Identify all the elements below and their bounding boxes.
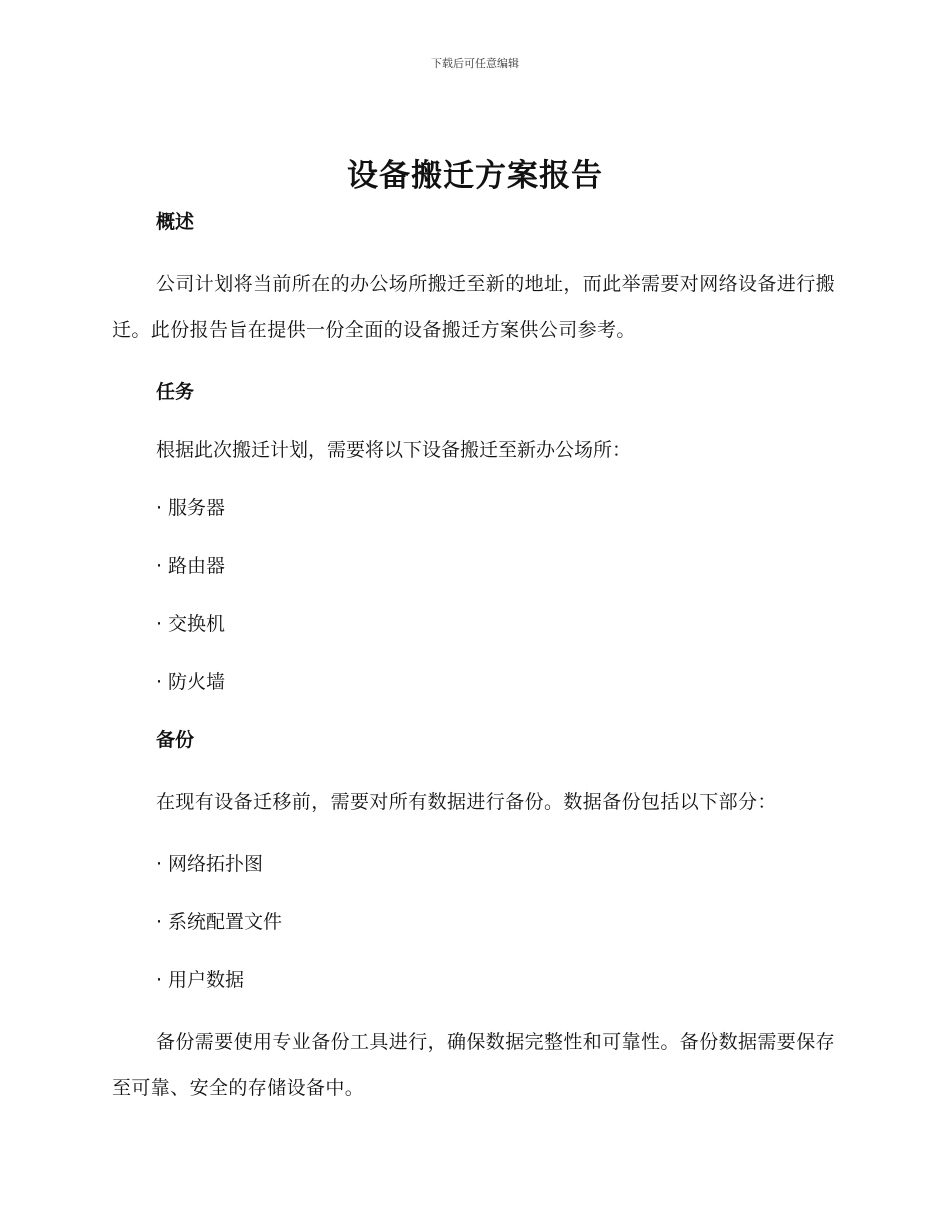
backup-intro: 在现有设备迁移前，需要对所有数据进行备份。数据备份包括以下部分：	[156, 791, 777, 813]
document-body	[112, 205, 842, 1111]
list-item	[112, 491, 842, 525]
list-item	[112, 549, 842, 583]
section-heading-overview: 概述	[156, 211, 195, 233]
list-item-text: 用户数据	[168, 969, 245, 991]
bullet-marker: ·	[156, 911, 163, 933]
overview-paragraph: 公司计划将当前所在的办公场所搬迁至新的地址，而此举需要对网络设备进行搬迁。此份报告旨在提供一份全面的设备搬迁方案供公司参考。	[112, 273, 836, 341]
list-item-text: 服务器	[168, 497, 226, 519]
section-heading-tasks: 任务	[156, 381, 195, 403]
backup-closing: 备份需要使用专业备份工具进行，确保数据完整性和可靠性。备份数据需要保存至可靠、安全的存储设备中。	[112, 1031, 836, 1099]
list-item	[112, 905, 842, 939]
tasks-intro: 根据此次搬迁计划，需要将以下设备搬迁至新办公场所：	[156, 439, 632, 461]
list-item	[112, 665, 842, 699]
bullet-marker: ·	[156, 555, 163, 577]
bullet-marker: ·	[156, 497, 163, 519]
list-item	[112, 847, 842, 881]
bullet-marker: ·	[156, 969, 163, 991]
list-item-text: 防火墙	[168, 671, 226, 693]
list-item	[112, 963, 842, 997]
list-item	[112, 607, 842, 641]
list-item-text: 系统配置文件	[168, 911, 283, 933]
list-item-text: 网络拓扑图	[168, 853, 264, 875]
list-item-text: 路由器	[168, 555, 226, 577]
header-note: 下载后可任意编辑	[431, 57, 519, 70]
list-item-text: 交换机	[168, 613, 226, 635]
bullet-marker: ·	[156, 613, 163, 635]
section-heading-backup: 备份	[156, 729, 195, 751]
bullet-marker: ·	[156, 671, 163, 693]
bullet-marker: ·	[156, 853, 163, 875]
document-title: 设备搬迁方案报告	[347, 158, 603, 194]
